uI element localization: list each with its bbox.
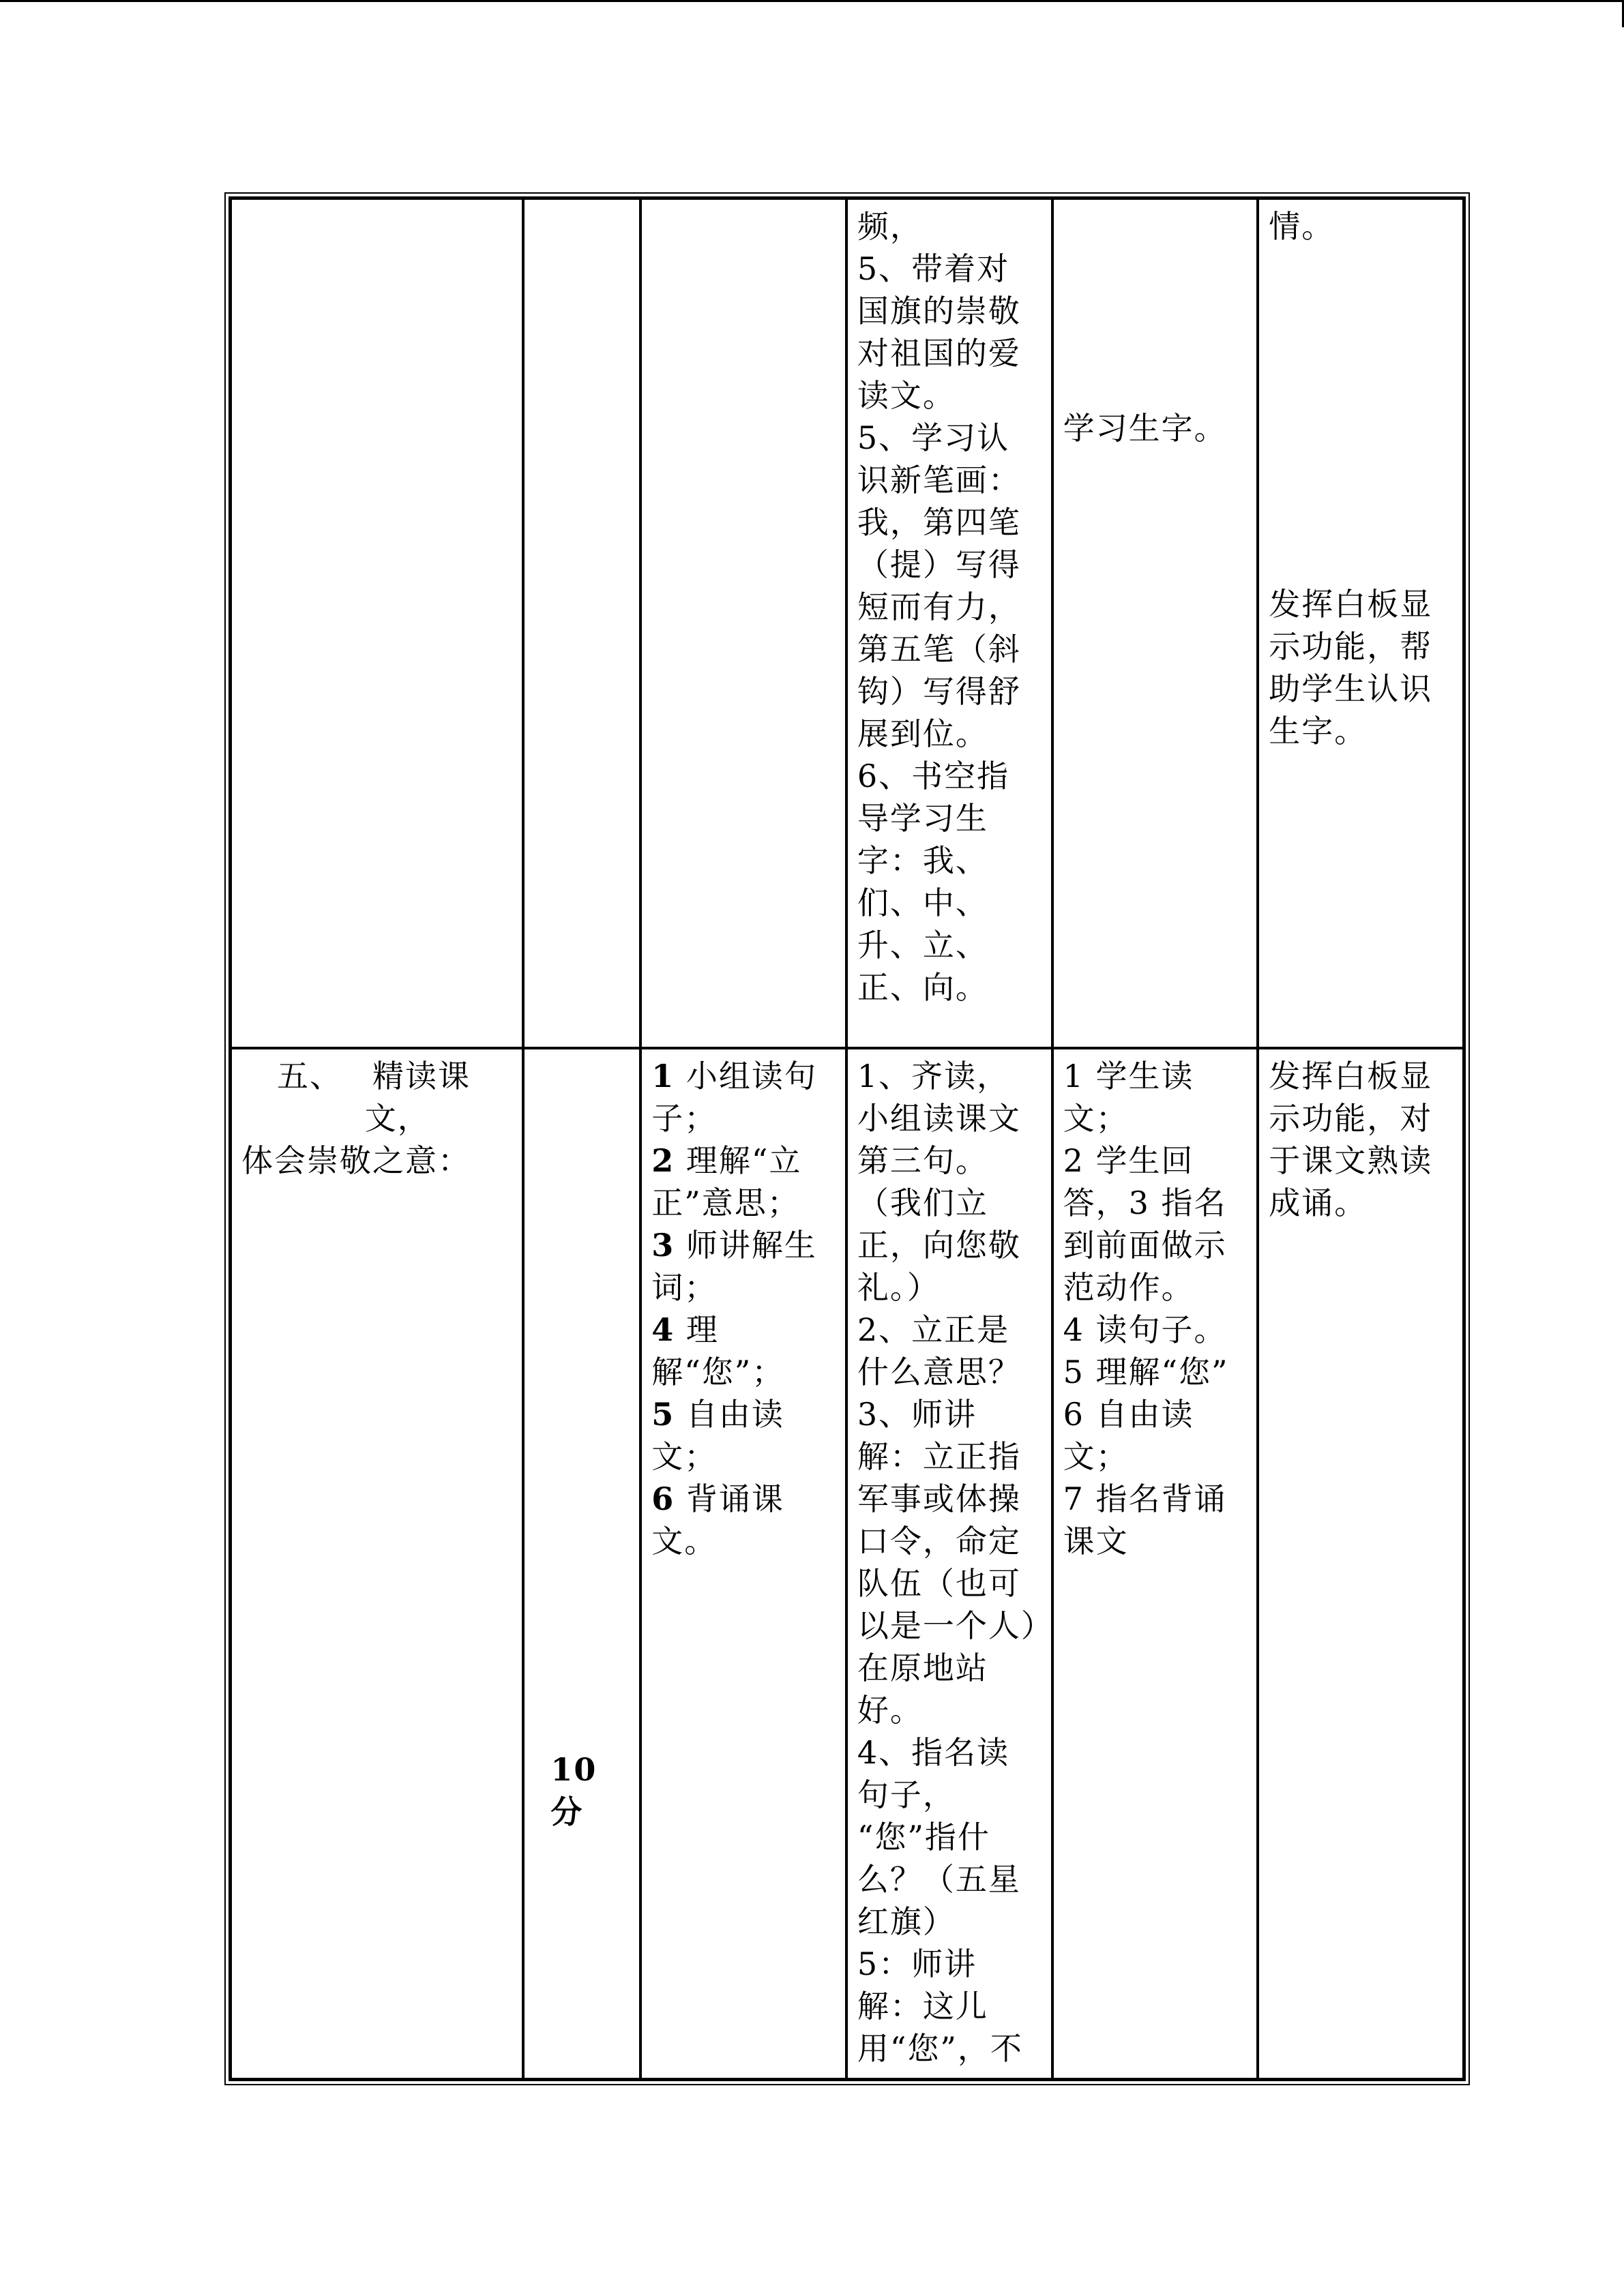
task-item <box>651 1224 836 1309</box>
stage-cell <box>231 198 523 1048</box>
stage-title-part: 文， <box>364 1100 430 1137</box>
task-item <box>651 1393 836 1478</box>
stage-heading <box>241 1055 512 1097</box>
design-intent-top: 情。 <box>1269 208 1335 245</box>
task-item <box>651 1478 836 1562</box>
cell-spacer <box>1063 205 1247 407</box>
lesson-plan-table <box>228 196 1466 2081</box>
student-activity-cell <box>1052 1048 1258 2079</box>
time-cell <box>523 198 640 1048</box>
page-top-rule <box>0 0 1624 2</box>
task-text: 背诵课文。 <box>651 1480 784 1560</box>
time-value: 10 分 <box>550 1751 597 1830</box>
task-number: 4 <box>651 1311 675 1348</box>
student-activity-cell <box>1052 198 1258 1048</box>
teacher-activity-cell <box>846 1048 1052 2079</box>
design-intent-cell <box>1258 198 1464 1048</box>
stage-cell <box>231 1048 523 2079</box>
task-text: 理解“您”； <box>651 1311 785 1390</box>
stage-title-part: 体会崇敬之意： <box>241 1142 471 1179</box>
task-item <box>651 1055 836 1139</box>
task-text: 师讲解生词； <box>651 1227 817 1306</box>
student-activity-text: 学习生字。 <box>1063 410 1227 447</box>
design-intent-text: 发挥白板显示功能，对于课文熟读成诵。 <box>1269 1058 1433 1221</box>
teacher-activity-text: 1、齐读，小组读课文第三句。 （我们立正，向您敬礼。） 2、立正是什么意思？ 3、师讲解：立正指军事或体操口令，命定队伍（也可以是一个人）在原地站好。 4、指名读句子， “您”指什么？（五星红旗） 5：师讲解：这儿用“您”，不 <box>857 1058 1038 2067</box>
task-cell <box>640 1048 846 2079</box>
task-text: 自由读文； <box>651 1396 784 1475</box>
time-cell <box>523 1048 640 2079</box>
task-number: 3 <box>651 1227 675 1264</box>
task-number: 1 <box>651 1058 675 1094</box>
design-intent-text: 发挥白板显示功能，帮助学生认识生字。 <box>1269 586 1433 749</box>
table-row <box>231 198 1464 1048</box>
task-number: 5 <box>651 1396 675 1433</box>
stage-number: 五、 <box>277 1058 342 1094</box>
task-item <box>651 1139 836 1224</box>
table-row <box>231 1048 1464 2079</box>
task-text: 小组读句子； <box>651 1058 817 1137</box>
task-cell <box>640 198 846 1048</box>
student-activity-text: 1 学生读文； 2 学生回答，3 指名到前面做示范动作。 4 读句子。 5 理解“您” 6 自由读文； 7 指名背诵课文 <box>1063 1058 1229 1560</box>
task-text: 理解“立正”意思； <box>651 1142 802 1221</box>
stage-title-part: 精读课 <box>372 1058 471 1094</box>
cell-spacer <box>1269 248 1453 583</box>
task-list <box>651 1055 836 1562</box>
task-number: 2 <box>651 1142 675 1179</box>
task-number: 6 <box>651 1480 675 1517</box>
teacher-activity-cell <box>846 198 1052 1048</box>
teacher-activity-text: 频， 5、带着对国旗的崇敬对祖国的爱读文。 5、学习认识新笔画：我，第四笔（提）写得短而有力，第五笔（斜钩）写得舒展到位。 6、书空指导学习生字：我、们、中、升、立、正、向。 <box>857 208 1021 1006</box>
design-intent-cell <box>1258 1048 1464 2079</box>
task-item <box>651 1309 836 1393</box>
